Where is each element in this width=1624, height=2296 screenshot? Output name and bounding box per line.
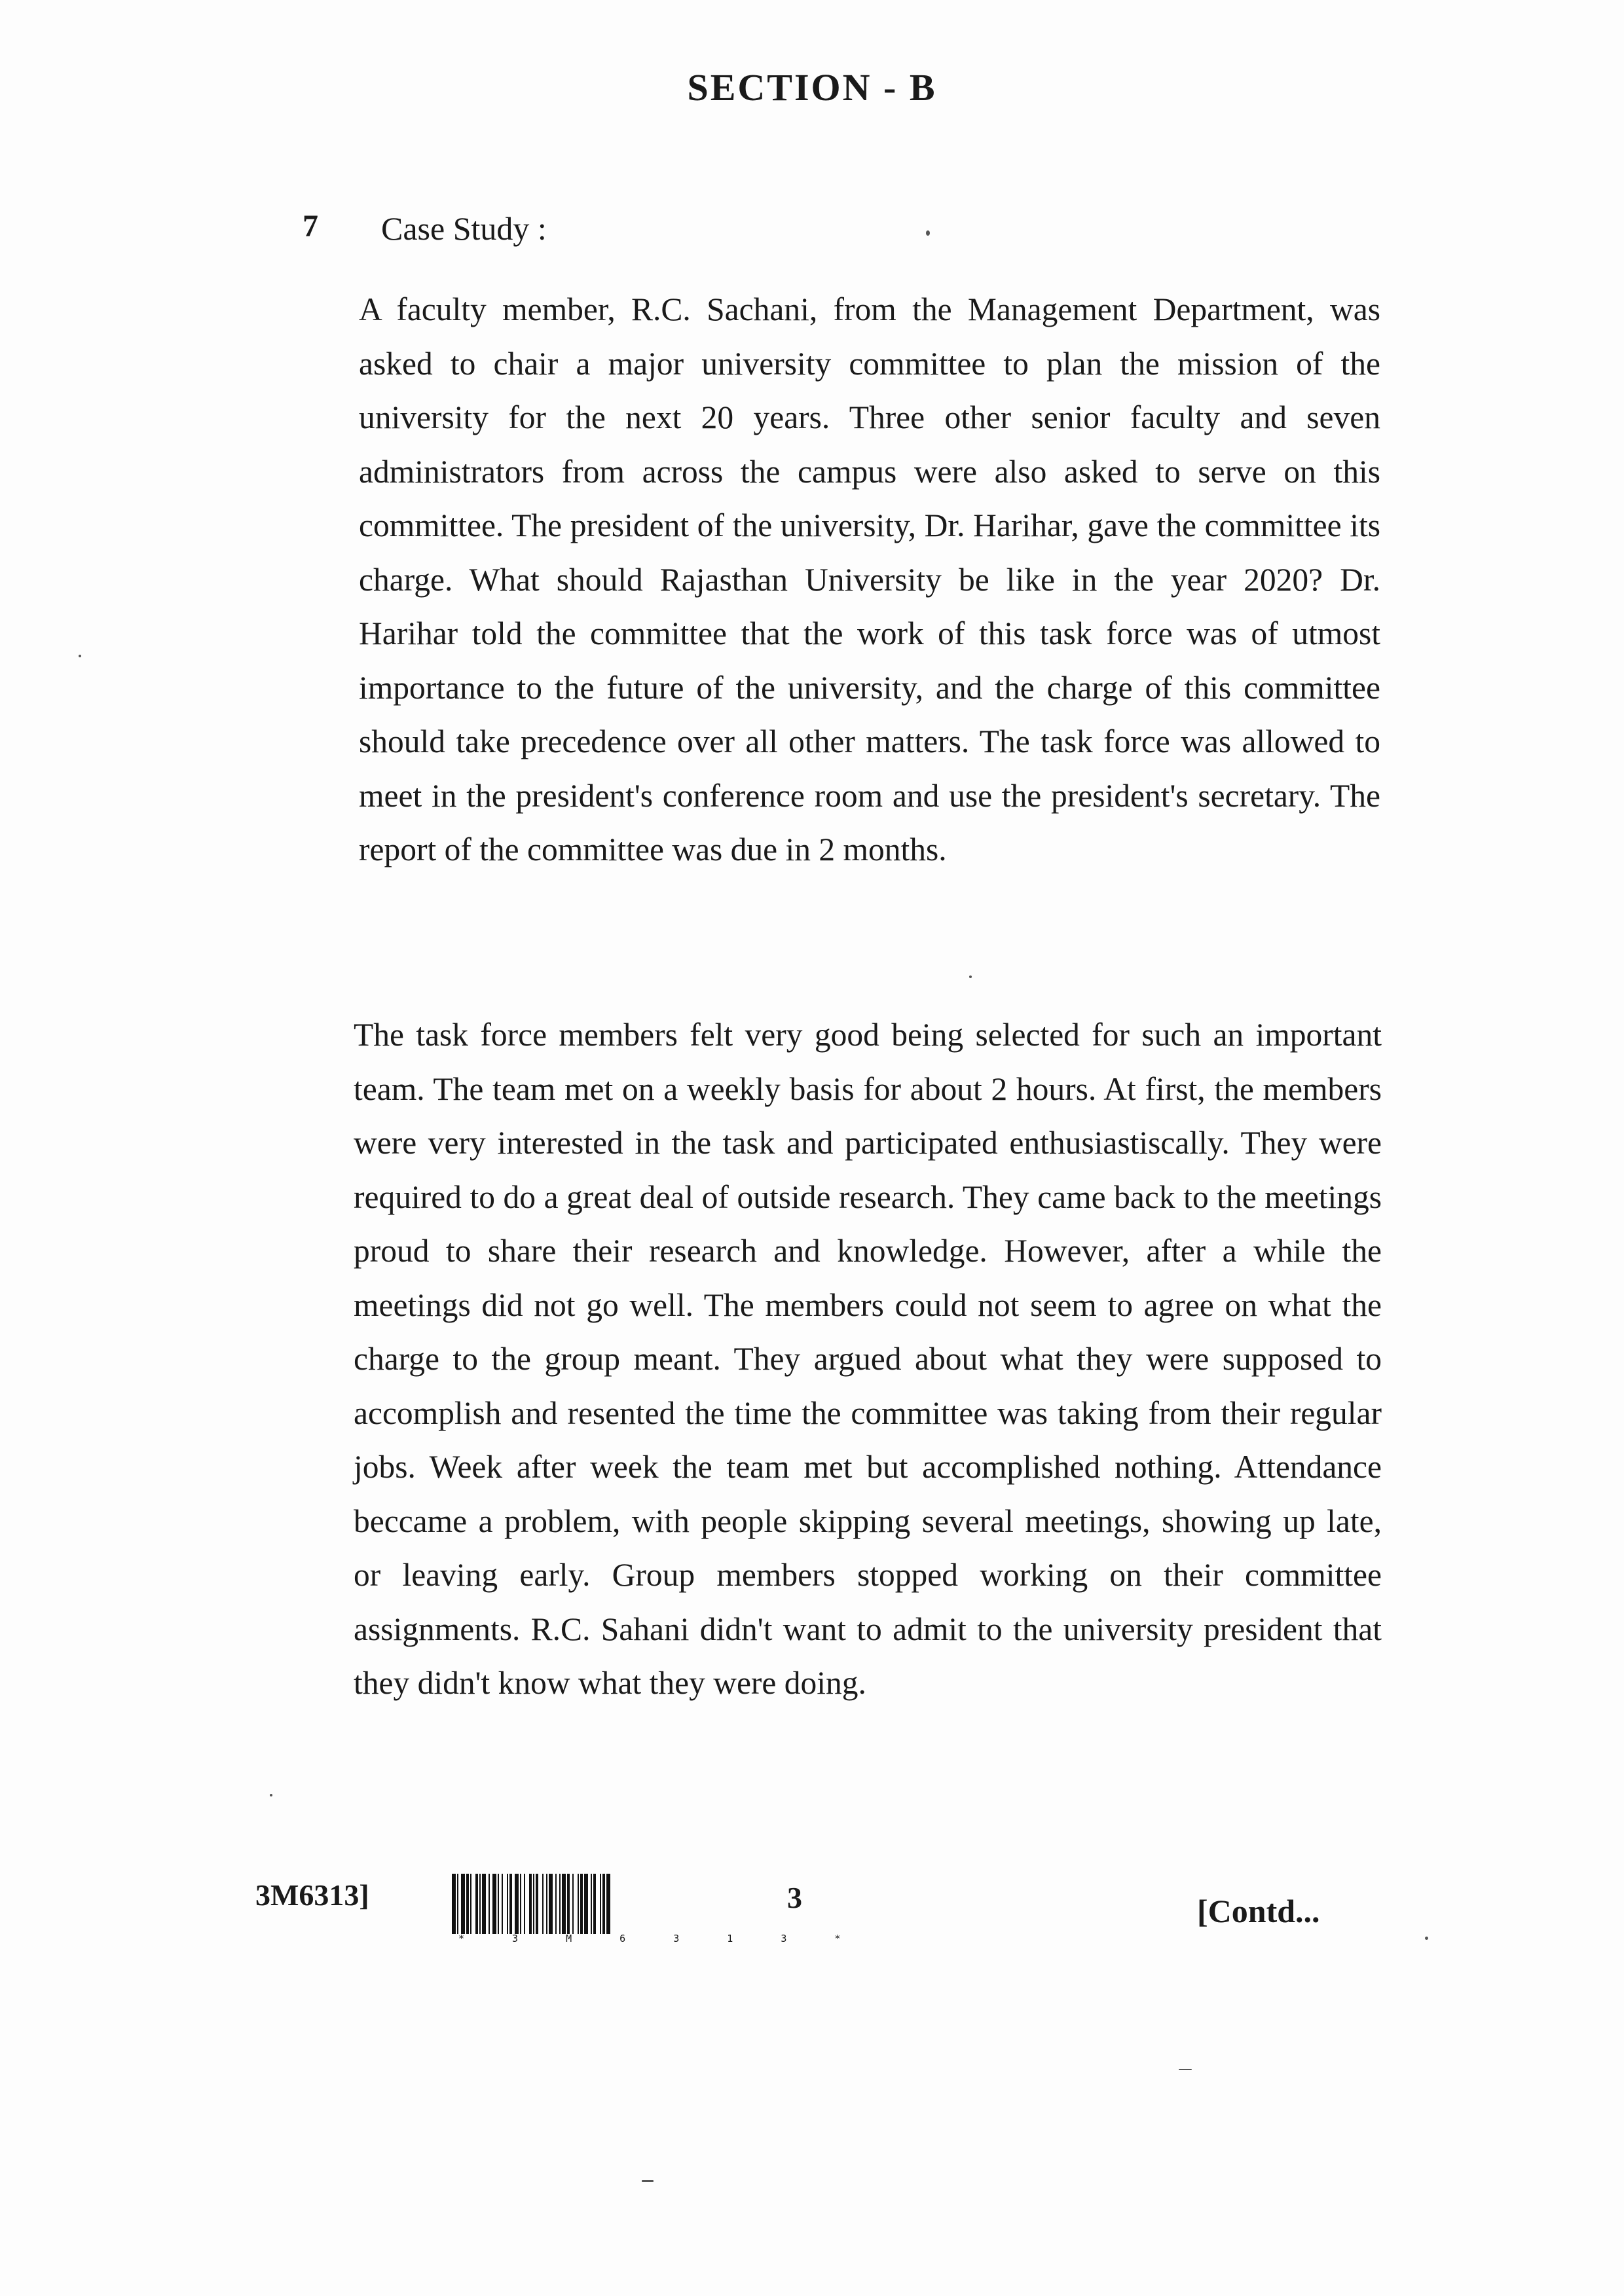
barcode-bar — [559, 1874, 561, 1934]
barcode-bar — [542, 1874, 544, 1934]
section-heading: SECTION - B — [687, 66, 937, 109]
barcode-bar — [470, 1874, 471, 1934]
barcode-bar — [600, 1874, 601, 1934]
barcode-image — [452, 1874, 727, 1934]
scan-speck — [1179, 2069, 1192, 2070]
barcode-bar — [591, 1874, 592, 1934]
barcode-bar — [580, 1874, 583, 1934]
barcode-bar — [549, 1874, 553, 1934]
barcode-bar — [502, 1874, 503, 1934]
continued-label: [Contd... — [1197, 1893, 1320, 1929]
paper-code: 3M6313] — [255, 1878, 369, 1912]
barcode-bar — [461, 1874, 465, 1934]
scan-speck — [79, 655, 81, 657]
barcode-bar — [555, 1874, 557, 1934]
case-paragraph-1: A faculty member, R.C. Sachani, from the Management Department, was asked to chair a major university committee to plan the mission of the university for the next 20 years. Three other senior faculty and seven administrators from across the campus were also asked to serve on this committee. The president of the university, Dr. Harihar, gave the committee its charge. What should Rajasthan University be like in the year 2020? Dr. Harihar told the committee that the work of this task force was of utmost importance to the future of the university, and the charge of this committee should take precedence over all other matters. The task force was allowed to meet in the president's conference room and use the president's secretary. The report of the committee was due in 2 months. — [359, 291, 1380, 867]
scan-speck — [1425, 1937, 1428, 1940]
barcode-bar — [452, 1874, 456, 1934]
scan-speck — [270, 1794, 272, 1796]
barcode-bar — [509, 1874, 512, 1934]
scan-speck — [926, 230, 930, 236]
barcode-bar — [529, 1874, 532, 1934]
barcode-bar — [482, 1874, 486, 1934]
barcode-bar — [498, 1874, 499, 1934]
barcode-bar — [546, 1874, 547, 1934]
barcode-bar — [593, 1874, 596, 1934]
page-number: 3 — [787, 1881, 802, 1914]
barcode-bar — [520, 1874, 521, 1934]
barcode-bar — [524, 1874, 525, 1934]
barcode-bar — [578, 1874, 579, 1934]
barcode-bar — [572, 1874, 574, 1934]
scan-speck — [642, 2180, 654, 2182]
barcode-bar — [606, 1874, 610, 1934]
case-paragraph-2: The task force members felt very good being selected for such an important team. The team met on a weekly basis for about 2 hours. At first, the members were very interested in the task and participated enthusiastiscally. They were required to do a great deal of outside research. They came back to the meetings proud to share their research and knowledge. However, after a while the meetings did not go well. The members could not seem to agree on what the charge to the group meant. They argued about what they were supposed to accomplish and resented the time the committee was taking from their regular jobs. Week after week the team met but accomplished nothing. Attendance beccame a problem, with people skipping several meetings, showing up late, or leaving early. Group members stopped working on their committee assignments. R.C. Sahani didn't want to admit to the university president that they didn't know what they were doing. — [354, 1017, 1382, 1701]
barcode-bar — [507, 1874, 508, 1934]
question-number: 7 — [303, 209, 318, 244]
barcode-bar — [492, 1874, 496, 1934]
question-title: Case Study : — [381, 210, 547, 247]
scan-speck — [969, 975, 972, 978]
barcode-bar — [489, 1874, 490, 1934]
barcode-bar — [536, 1874, 538, 1934]
barcode-bar — [475, 1874, 478, 1934]
barcode-bar — [567, 1874, 570, 1934]
barcode-bar — [602, 1874, 605, 1934]
barcode-caption: * 3 M 6 3 1 3 * — [458, 1933, 862, 1944]
barcode-bar — [533, 1874, 534, 1934]
barcode-bar — [515, 1874, 519, 1934]
barcode-bar — [562, 1874, 566, 1934]
barcode-bar — [479, 1874, 481, 1934]
barcode-bar — [457, 1874, 458, 1934]
barcode-bar — [466, 1874, 469, 1934]
barcode-bar — [584, 1874, 588, 1934]
